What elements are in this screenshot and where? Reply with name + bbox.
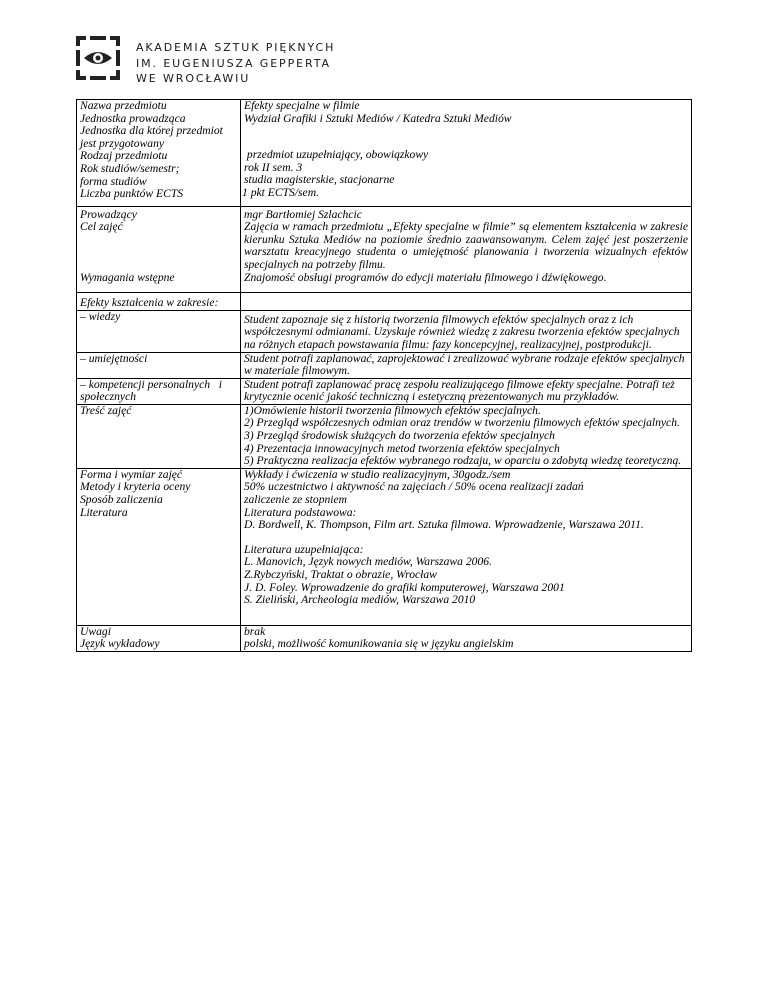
lit-extra-heading: Literatura uzupełniająca: xyxy=(244,542,364,556)
label-credit: Sposób zaliczenia xyxy=(80,493,163,507)
label-unit: Jednostka prowadząca xyxy=(80,111,186,125)
basic-info-values xyxy=(241,100,692,207)
course-syllabus-table xyxy=(76,99,692,652)
institution-name xyxy=(136,40,335,87)
teaching-row xyxy=(77,206,692,293)
basic-info-row xyxy=(77,100,692,207)
misc-label-cell xyxy=(77,625,241,651)
outcomes-heading-value xyxy=(241,293,692,311)
institution-line-2: IM. EUGENIUSZA GEPPERTA xyxy=(136,56,331,70)
content-label-cell xyxy=(77,404,241,468)
skills-value-cell xyxy=(241,352,692,378)
value-ects: 1 pkt ECTS/sem. xyxy=(242,185,319,199)
outcomes-skills-row xyxy=(77,352,692,378)
value-competences: Student potrafi zaplanować pracę zespołu realizującego filmowe efekty specjalne. Potrafi też krytycznie ocenić jakość techniczną i estetyczną prezentowanych mu przykładów. xyxy=(244,377,675,404)
value-credit: zaliczenie ze stopniem xyxy=(244,493,348,507)
header xyxy=(74,34,474,86)
label-lecturer: Prowadzący xyxy=(80,207,137,221)
academy-logo-icon xyxy=(74,34,122,82)
label-form: Forma i wymiar zajęć xyxy=(80,467,183,481)
value-study-form: studia magisterskie, stacjonarne xyxy=(244,173,395,187)
value-goal: Zajęcia w ramach przedmiotu „Efekty specjalne w filmie” są elementem kształcenia w zakresie kierunku Sztuka Mediów na poziomie średnio zaawansowanym. Celem zajęć jest poszerzenie warsztatu kreacyjnego studenta o umiejętność planowania i tworzenia wizualnych efektów specjalnych na potrzeby filmu. xyxy=(244,220,688,271)
label-skills: – umiejętności xyxy=(80,351,148,365)
teaching-values xyxy=(241,206,692,293)
label-goal: Cel zajęć xyxy=(80,220,123,234)
label-content: Treść zajęć xyxy=(80,403,132,417)
label-methods: Metody i kryteria oceny xyxy=(80,480,191,494)
competences-value-cell xyxy=(241,378,692,404)
value-lecturer: mgr Bartłomiej Szlachcic xyxy=(244,207,362,221)
forms-label-cell xyxy=(77,468,241,625)
lit-extra-item: L. Manovich, Język nowych mediów, Warszawa 2006. xyxy=(244,555,492,569)
lit-extra-item: J. D. Foley. Wprowadzenie do grafiki komputerowej, Warszawa 2001 xyxy=(244,580,565,594)
label-knowledge: – wiedzy xyxy=(80,309,121,323)
outcomes-heading-row xyxy=(77,293,692,311)
value-course-name: Efekty specjalne w filmie xyxy=(244,99,360,112)
knowledge-value-cell xyxy=(241,310,692,352)
value-unit: Wydział Grafiki i Sztuki Mediów / Katedra Sztuki Mediów xyxy=(244,111,512,125)
value-notes: brak xyxy=(244,624,266,638)
institution-line-3: WE WROCŁAWIU xyxy=(136,72,251,86)
label-notes: Uwagi xyxy=(80,624,111,638)
label-language: Język wykładowy xyxy=(80,637,160,651)
forms-row xyxy=(77,468,692,625)
content-item-3: 3) Przegląd środowisk służących do tworzenia efektów specjalnych xyxy=(244,429,555,443)
label-course-type: Rodzaj przedmiotu xyxy=(80,149,168,163)
label-study-form: forma studiów xyxy=(80,174,147,188)
value-methods: 50% uczestnictwo i aktywność na zajęciach / 50% ocena realizacji zadań xyxy=(244,480,584,494)
lit-basic-item: D. Bordwell, K. Thompson, Film art. Sztuka filmowa. Wprowadzenie, Warszawa 2011. xyxy=(244,518,644,532)
competences-label-cell xyxy=(77,378,241,404)
outcomes-competences-row xyxy=(77,378,692,404)
value-requirements: Znajomość obsługi programów do edycji materiału filmowego i dźwiękowego. xyxy=(244,270,607,284)
content-value-cell xyxy=(241,404,692,468)
label-competences: – kompetencji personalnych i społecznych xyxy=(80,377,225,404)
label-target-unit: Jednostka dla której przedmiot jest przygotowany xyxy=(80,124,223,150)
value-language: polski, możliwość komunikowania się w języku angielskim xyxy=(244,637,514,651)
content-row xyxy=(77,404,692,468)
value-knowledge: Student zapoznaje się z historią tworzenia filmowych efektów specjalnych oraz z ich współczesnymi odmianami. Uzyskuje również wiedzę z zakresu tworzenia efektów specjalnych na różnych etapach powstawania filmu: fazy koncepcyjnej, realizacyjnej, postprodukcji. xyxy=(244,312,680,351)
value-skills: Student potrafi zaplanować, zaprojektować i zrealizować wybrane rodzaje efektów specjalnych w materiale filmowym. xyxy=(244,351,685,378)
outcomes-heading-label xyxy=(77,293,241,311)
label-literature: Literatura xyxy=(80,505,128,519)
value-form: Wykłady i ćwiczenia w studio realizacyjnym, 30godz./sem xyxy=(244,467,511,481)
value-year-semester: rok II sem. 3 xyxy=(244,160,303,174)
content-item-5: 5) Praktyczna realizacja efektów wybranego rodzaju, w oparciu o zdobytą wiedzę teoretyczną. xyxy=(244,454,682,468)
outcomes-knowledge-row xyxy=(77,310,692,352)
lit-basic-heading: Literatura podstawowa: xyxy=(244,505,357,519)
label-year-semester: Rok studiów/semestr; xyxy=(80,161,180,175)
lit-extra-item: S. Zieliński, Archeologia mediów, Warszawa 2010 xyxy=(244,593,476,607)
forms-value-cell xyxy=(241,468,692,625)
label-requirements: Wymagania wstępne xyxy=(80,270,175,284)
knowledge-label-cell xyxy=(77,310,241,352)
label-outcomes: Efekty kształcenia w zakresie: xyxy=(80,296,219,310)
content-item-2: 2) Przegląd współczesnych odmian oraz trendów w tworzeniu filmowych efektów specjalnych. xyxy=(244,416,680,430)
misc-value-cell xyxy=(241,625,692,651)
label-course-name: Nazwa przedmiotu xyxy=(80,99,167,112)
label-ects: Liczba punktów ECTS xyxy=(80,187,184,201)
value-course-type: przedmiot uzupełniający, obowiązkowy xyxy=(244,148,429,162)
content-item-4: 4) Prezentacja innowacyjnych metod tworzenia efektów specjalnych xyxy=(244,441,560,455)
skills-label-cell xyxy=(77,352,241,378)
basic-info-labels xyxy=(77,100,241,207)
content-item-1: 1)Omówienie historii tworzenia filmowych efektów specjalnych. xyxy=(244,403,541,417)
lit-extra-item: Z.Rybczyński, Traktat o obrazie, Wrocław xyxy=(244,568,437,581)
teaching-labels xyxy=(77,206,241,293)
institution-line-1: AKADEMIA SZTUK PIĘKNYCH xyxy=(136,41,336,54)
misc-row xyxy=(77,625,692,651)
